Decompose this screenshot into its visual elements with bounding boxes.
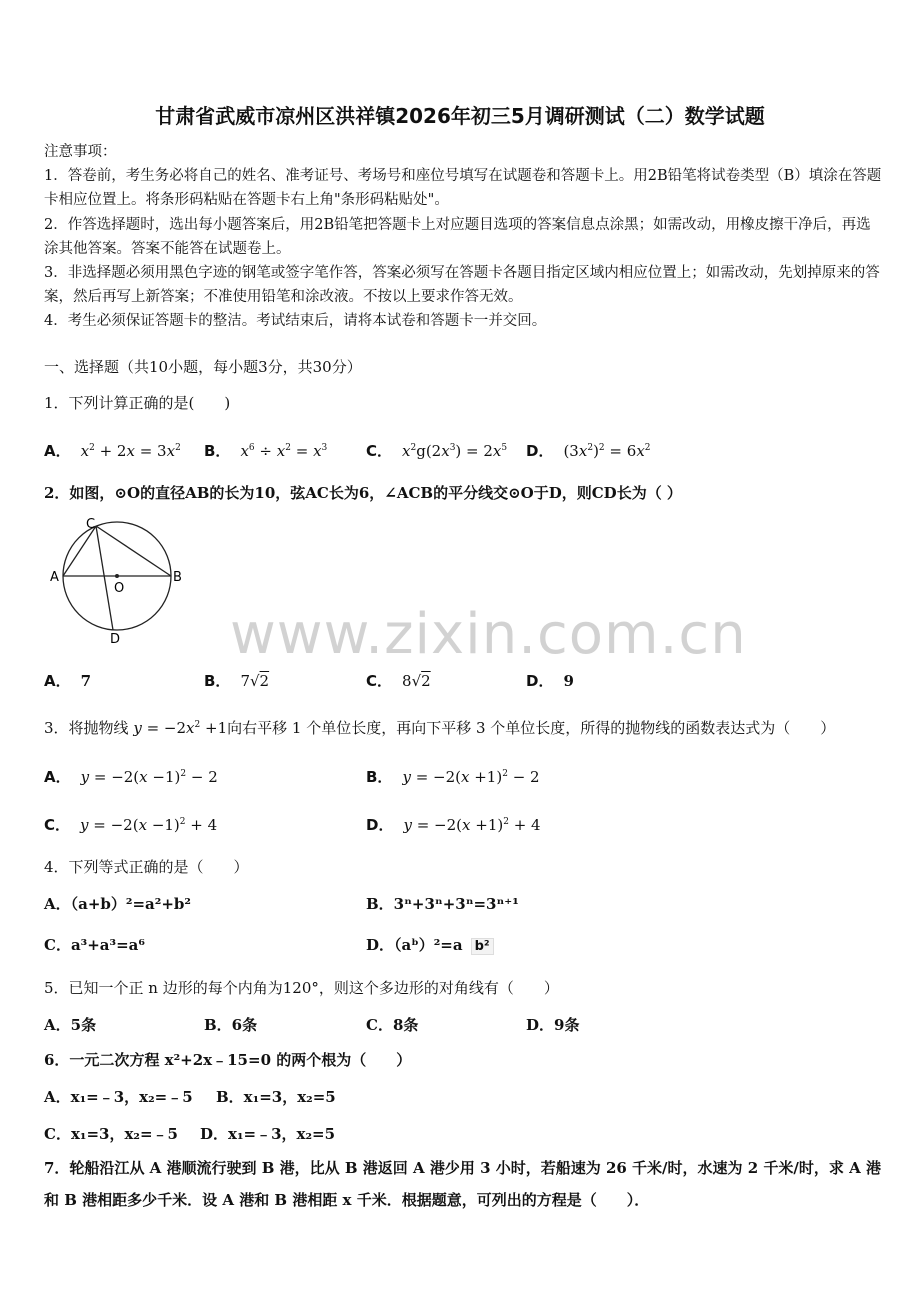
- q2-stem: 2．如图，⊙O的直径AB的长为10，弦AC长为6，∠ACB的平分线交⊙O于D，则CD长为（ ）: [44, 484, 682, 502]
- label-c: C: [86, 517, 96, 532]
- q1-stem: 1．下列计算正确的是( ): [44, 394, 231, 412]
- q1-a-label: A．: [44, 442, 71, 460]
- q3-option-a[interactable]: A． $y = -2(x -1)^2 - 2$: [44, 768, 218, 786]
- label-a: A: [50, 570, 59, 585]
- circle-figure: [46, 512, 194, 648]
- q5-option-d[interactable]: D．9条: [526, 1016, 580, 1034]
- q2-option-b[interactable]: B． 7√2: [204, 672, 270, 690]
- notice-item-1: 1．答卷前，考生务必将自己的姓名、准考证号、考场号和座位号填写在试题卷和答题卡上。用2B铅笔将试卷类型（B）填涂在答题卡相应位置上。将条形码粘贴在答题卡右上角"条形码粘贴处"。: [44, 168, 882, 209]
- q7-stem: 7．轮船沿江从 A 港顺流行驶到 B 港，比从 B 港返回 A 港少用 3 小时，若船速为 26 千米/时，水速为 2 千米/时，求 A 港和 B 港相距多少千米．设 A 港和 B 港相距 x 千米．根据题意，可列出的方程是（ ）．: [44, 1159, 881, 1209]
- q4-option-d[interactable]: D．（aᵇ）²=a b²: [366, 934, 494, 955]
- q5-stem: 5．已知一个正 n 边形的每个内角为120°，则这个多边形的对角线有（ ）: [44, 979, 559, 997]
- q2-c-label: C．: [366, 672, 393, 690]
- q5-option-b[interactable]: B．6条: [204, 1016, 258, 1034]
- chord-cd: [96, 526, 113, 630]
- q6-stem: 6．一元二次方程 x²+2x﹣15=0 的两个根为（ ）: [44, 1051, 412, 1069]
- q1-option-a[interactable]: A． $x^2 + 2x = 3x^2$: [44, 442, 181, 460]
- q3-option-b[interactable]: B． $y = -2(x +1)^2 - 2$: [366, 768, 540, 786]
- chord-ac: [63, 526, 96, 576]
- notice-block: [44, 140, 884, 334]
- q2-b-label: B．: [204, 672, 231, 690]
- q1-d-label: D．: [526, 442, 554, 460]
- notice-item-3: 3．非选择题必须用黑色字迹的钢笔或签字笔作答，答案必须写在答题卡各题目指定区域内相应位置上；如需改动，先划掉原来的答案，然后再写上新答案；不准使用铅笔和涂改液。不按以上要求作答无效。: [44, 265, 880, 306]
- label-o: O: [114, 581, 125, 596]
- q2-option-c[interactable]: C． 8√2: [366, 672, 431, 690]
- q4-option-c[interactable]: C．a³+a³=a⁶: [44, 936, 145, 954]
- center-point: [115, 574, 119, 578]
- q3-option-c[interactable]: C． $y = -2(x -1)^2 + 4$: [44, 816, 218, 834]
- watermark: www.zixin.com.cn: [230, 602, 747, 667]
- notice-heading: 注意事项：: [44, 144, 117, 160]
- label-b: B: [173, 570, 182, 585]
- q2-option-a[interactable]: A． 7: [44, 672, 92, 690]
- section-heading: 一、选择题（共10小题，每小题3分，共30分）: [44, 358, 362, 376]
- q1-option-d[interactable]: D． $(3x^2)^2 = 6x^2$: [526, 442, 651, 460]
- q2-a-label: A．: [44, 672, 71, 690]
- q5-option-a[interactable]: A．5条: [44, 1016, 97, 1034]
- q2-d-label: D．: [526, 672, 554, 690]
- q2-option-d[interactable]: D． 9: [526, 672, 574, 690]
- chord-cb: [96, 526, 171, 576]
- q4-option-b[interactable]: B．3ⁿ+3ⁿ+3ⁿ=3ⁿ⁺¹: [366, 895, 519, 913]
- q4-option-a[interactable]: A．（a+b）²=a²+b²: [44, 895, 191, 913]
- notice-item-2: 2．作答选择题时，选出每小题答案后，用2B铅笔把答题卡上对应题目选项的答案信息点涂黑；如需改动，用橡皮擦干净后，再选涂其他答案。答案不能答在试题卷上。: [44, 216, 871, 257]
- q1-b-label: B．: [204, 442, 231, 460]
- q1-c-label: C．: [366, 442, 393, 460]
- b-squared-image: b²: [471, 938, 494, 955]
- label-d: D: [110, 632, 121, 647]
- q6-option-c[interactable]: C．x₁=3，x₂=﹣5: [44, 1125, 178, 1143]
- q1-option-b[interactable]: B． $x^6 \div x^2 = x^3$: [204, 442, 328, 460]
- q3-option-d[interactable]: D． $y = -2(x +1)^2 + 4$: [366, 816, 541, 834]
- q5-option-c[interactable]: C．8条: [366, 1016, 419, 1034]
- notice-item-4: 4．考生必须保证答题卡的整洁。考试结束后，请将本试卷和答题卡一并交回。: [44, 313, 547, 330]
- q1-option-c[interactable]: C． $x^2g(2x^3) = 2x^5$: [366, 442, 508, 460]
- q6-option-b[interactable]: B．x₁=3，x₂=5: [216, 1088, 336, 1106]
- page-title: 甘肃省武威市凉州区洪祥镇2026年初三5月调研测试（二）数学试题: [155, 104, 765, 128]
- q6-option-a[interactable]: A．x₁=﹣3，x₂=﹣5: [44, 1088, 193, 1106]
- q3-stem: 3．将抛物线 $y = -2x^2 +1$向右平移 1 个单位长度，再向下平移 3 个单位长度，所得的抛物线的函数表达式为（ ）: [44, 719, 836, 737]
- q6-option-d[interactable]: D．x₁=﹣3，x₂=5: [200, 1125, 336, 1143]
- q4-stem: 4．下列等式正确的是（ ）: [44, 858, 249, 876]
